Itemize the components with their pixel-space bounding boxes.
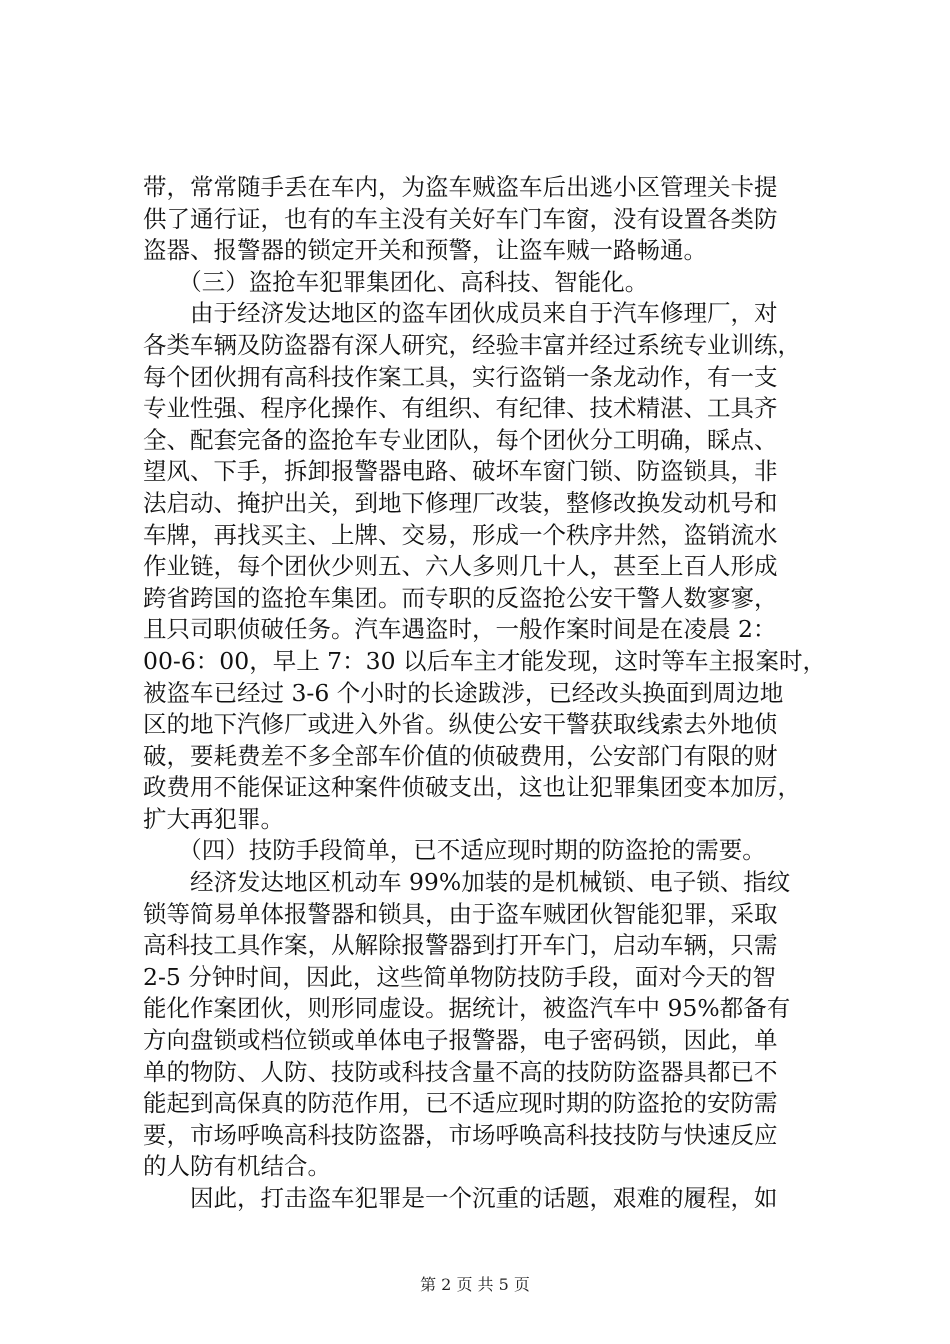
text-line: 的人防有机结合。 bbox=[143, 1152, 331, 1181]
text-line: 锁等简易单体报警器和锁具，由于盗车贼团伙智能犯罪，采取 bbox=[143, 899, 778, 928]
text-line: 且只司职侦破任务。汽车遇盗时，一般作案时间是在凌晨 2： bbox=[143, 615, 777, 644]
text-line: 盗器、报警器的锁定开关和预警，让盗车贼一路畅通。 bbox=[143, 236, 707, 265]
text-line: 高科技工具作案，从解除报警器到打开车门，启动车辆，只需 bbox=[143, 931, 778, 960]
text-line: 政费用不能保证这种案件侦破支出，这也让犯罪集团变本加厉， bbox=[143, 773, 801, 802]
text-line: 扩大再犯罪。 bbox=[143, 804, 284, 833]
page-footer: 第 2 页 共 5 页 bbox=[420, 1275, 530, 1294]
text-line: 单的物防、人防、技防或科技含量不高的技防防盗器具都已不 bbox=[143, 1057, 778, 1086]
text-line: 车牌，再找买主、上牌、交易，形成一个秩序井然，盗销流水 bbox=[143, 520, 778, 549]
text-line: 因此，打击盗车犯罪是一个沉重的话题，艰难的履程，如 bbox=[143, 1184, 778, 1212]
text-line: 00-6：00，早上 7：30 以后车主才能发现，这时等车主报案时， bbox=[143, 646, 826, 675]
body-text bbox=[143, 172, 833, 1215]
text-line: 要，市场呼唤高科技防盗器，市场呼唤高科技技防与快速反应 bbox=[143, 1120, 778, 1149]
text-line: 每个团伙拥有高科技作案工具，实行盗销一条龙动作，有一支 bbox=[143, 362, 778, 391]
text-line: 各类车辆及防盗器有深人研究，经验丰富并经过系统专业训练， bbox=[143, 330, 801, 359]
text-line: 全、配套完备的盗抢车专业团队，每个团伙分工明确，睬点、 bbox=[143, 425, 778, 454]
text-line: （四）技防手段简单，已不适应现时期的防盗抢的需要。 bbox=[143, 836, 766, 865]
text-line: 能化作案团伙，则形同虚设。据统计，被盗汽车中 95%都备有 bbox=[143, 994, 791, 1023]
text-line: 方向盘锁或档位锁或单体电子报警器，电子密码锁，因此，单 bbox=[143, 1026, 778, 1055]
text-line: 带，常常随手丢在车内，为盗车贼盗车后出逃小区管理关卡提 bbox=[143, 173, 778, 201]
text-line: 2-5 分钟时间，因此，这些简单物防技防手段，面对今天的智 bbox=[143, 962, 776, 991]
text-line: 破，要耗费差不多全部车价值的侦破费用，公安部门有限的财 bbox=[143, 741, 778, 770]
text-line: 供了通行证，也有的车主没有关好车门车窗，没有设置各类防 bbox=[143, 204, 778, 233]
text-line: 区的地下汽修厂或进入外省。纵使公安干警获取线索去外地侦 bbox=[143, 710, 778, 739]
text-line: 经济发达地区机动车 99%加装的是机械锁、电子锁、指纹 bbox=[143, 868, 791, 897]
text-line: 专业性强、程序化操作、有组织、有纪律、技术精湛、工具齐 bbox=[143, 394, 778, 423]
text-line: 望风、下手，拆卸报警器电路、破坏车窗门锁、防盗锁具，非 bbox=[143, 457, 778, 486]
text-line: 作业链，每个团伙少则五、六人多则几十人，甚至上百人形成 bbox=[143, 552, 778, 581]
text-line: 跨省跨国的盗抢车集团。而专职的反盗抢公安干警人数寥寥， bbox=[143, 583, 778, 612]
text-line: 法启动、掩护出关，到地下修理厂改装，整修改换发动机号和 bbox=[143, 488, 778, 517]
text-line: 由于经济发达地区的盗车团伙成员来自于汽车修理厂，对 bbox=[143, 299, 778, 328]
text-line: 被盗车已经过 3-6 个小时的长途跋涉，已经改头换面到周边地 bbox=[143, 678, 784, 707]
text-line: 能起到高保真的防范作用，已不适应现时期的防盗抢的安防需 bbox=[143, 1089, 778, 1118]
text-line: （三）盗抢车犯罪集团化、高科技、智能化。 bbox=[143, 267, 649, 296]
